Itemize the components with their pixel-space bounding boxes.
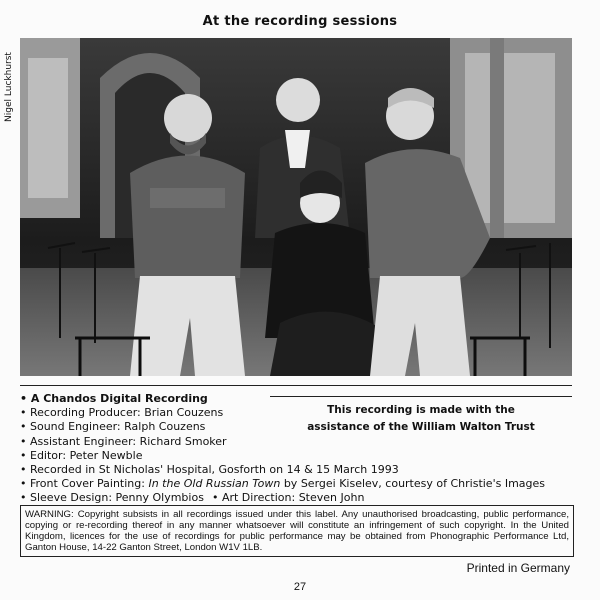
credit-assistant-engineer: • Assistant Engineer: Richard Smoker	[20, 435, 580, 449]
session-photo	[20, 38, 572, 376]
credit-producer: • Recording Producer: Brian Couzens	[20, 406, 580, 420]
page-title: At the recording sessions	[202, 14, 398, 29]
divider-rule	[20, 385, 572, 386]
trust-note: This recording is made with the assistance of the William Walton Trust	[307, 404, 535, 433]
printed-in: Printed in Germany	[466, 561, 570, 575]
credit-recording: • A Chandos Digital Recording	[20, 392, 580, 406]
credit-sleeve-art	[20, 491, 580, 505]
cover-painting-title: In the Old Russian Town	[148, 477, 281, 491]
photo-credit: Nigel Luckhurst	[4, 52, 14, 122]
credit-editor: • Editor: Peter Newble	[20, 449, 580, 463]
page-number: 27	[293, 581, 307, 593]
credit-sound-engineer: • Sound Engineer: Ralph Couzens	[20, 420, 580, 434]
credit-sleeve: Sleeve Design: Penny Olymbios	[30, 491, 204, 505]
credit-cover-painting: • Front Cover Painting: In the Old Russian Town by Sergei Kiselev, courtesy of Christie's Images	[20, 477, 580, 491]
copyright-warning: WARNING: Copyright subsists in all recordings issued under this label. Any unauthorised broadcasting, public performance, copying or re-recording thereof in any manner whatsoever will constitute an infringement of such copyright. In the United Kingdom, licences for the use of recordings for public performance may be obtained from Phonographic Performance Ltd, Ganton House, 14-22 Ganton Street, London W1V 1LB.	[20, 505, 574, 557]
credit-recorded: • Recorded in St Nicholas' Hospital, Gosforth on 14 & 15 March 1993	[20, 463, 580, 477]
credit-art-direction: • Art Direction: Steven John	[212, 491, 364, 504]
trust-divider	[270, 396, 572, 397]
